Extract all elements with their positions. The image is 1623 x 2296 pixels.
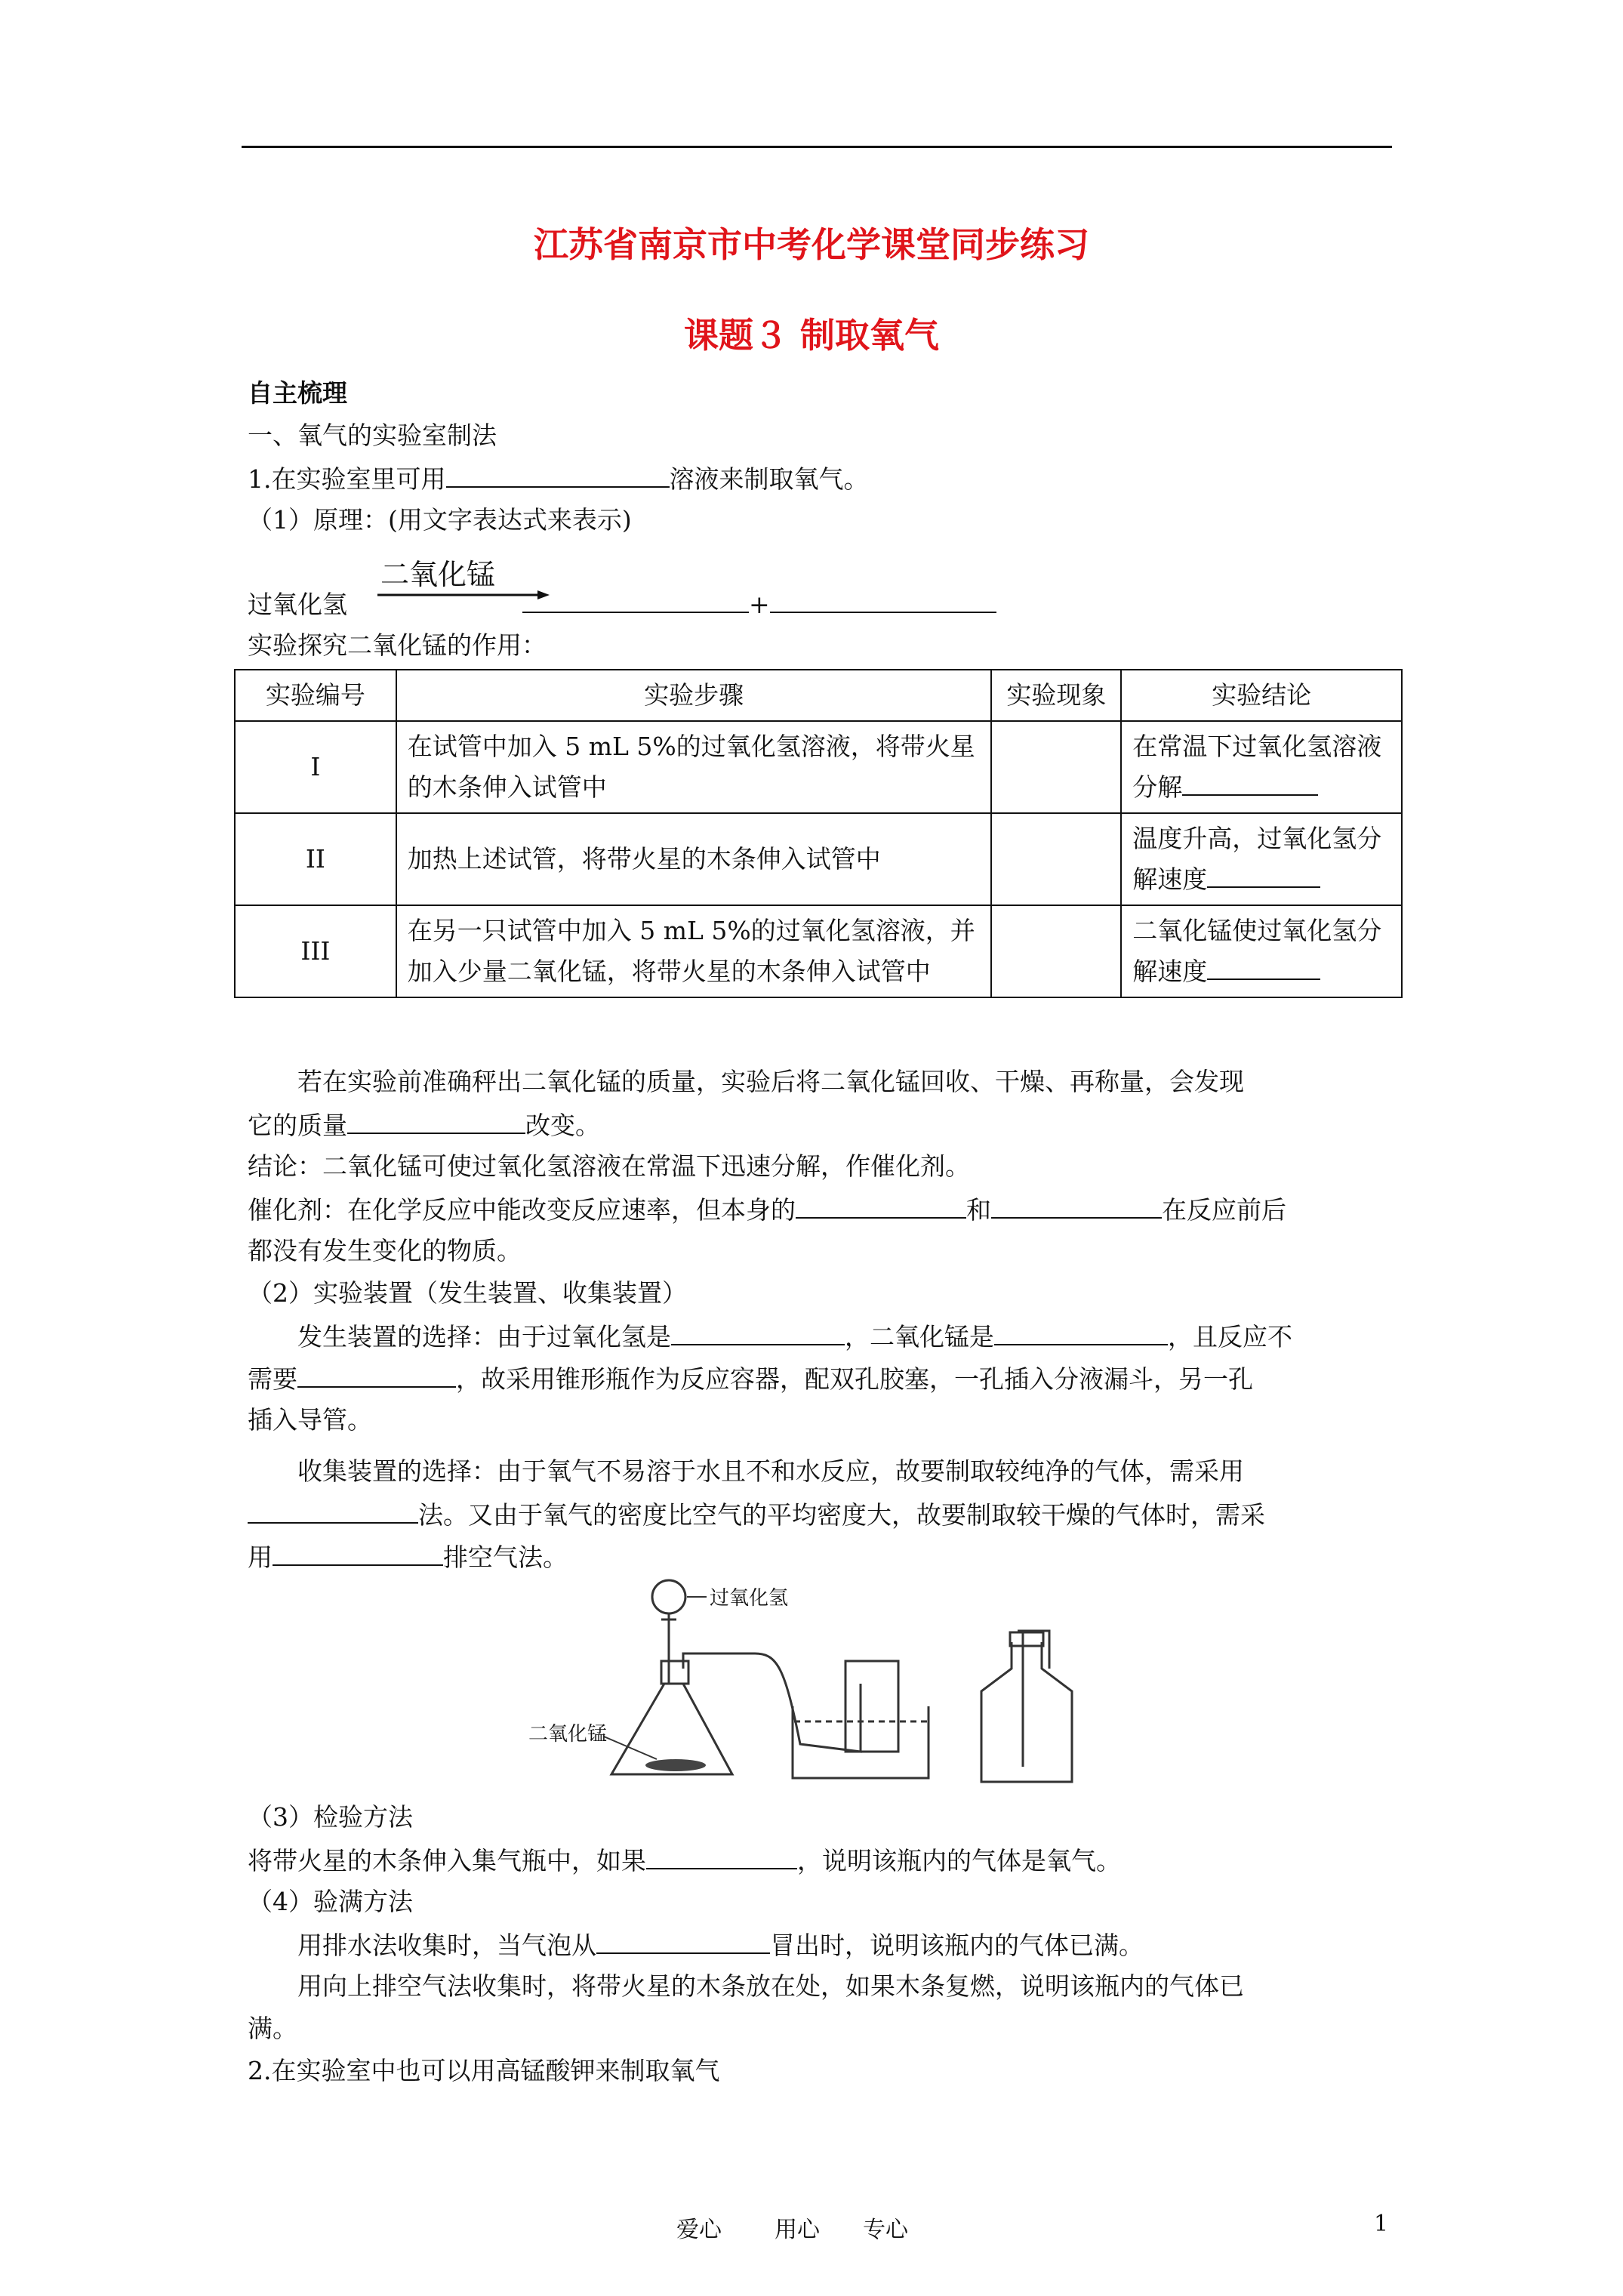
generator-paragraph-3: 插入导管。 xyxy=(248,1405,372,1435)
answer-blank[interactable] xyxy=(248,1498,418,1524)
document-title: 江苏省南京市中考化学课堂同步练习 xyxy=(534,224,1089,265)
test-heading: （3）检验方法 xyxy=(248,1802,413,1832)
row-id: II xyxy=(235,813,396,905)
full-check-2: 用向上排空气法收集时，将带火星的木条放在处，如果木条复燃，说明该瓶内的气体已 xyxy=(297,1971,1244,2001)
section-heading: 自主梳理 xyxy=(248,378,347,408)
full-check-1: 用排水法收集时，当气泡从 冒出时，说明该瓶内的气体已满。 xyxy=(248,1928,1144,1962)
answer-blank[interactable] xyxy=(796,1193,966,1219)
answer-blank[interactable] xyxy=(646,1844,797,1869)
table-row xyxy=(235,905,1402,997)
row-step: 加热上述试管，将带火星的木条伸入试管中 xyxy=(396,813,992,905)
header-cell: 实验现象 xyxy=(991,670,1121,721)
row-conclusion: 二氧化锰使过氧化氢分解速度 xyxy=(1121,905,1402,997)
answer-blank[interactable] xyxy=(994,1320,1168,1345)
row-conclusion: 温度升高，过氧化氢分解速度 xyxy=(1121,813,1402,905)
answer-blank[interactable] xyxy=(347,1108,525,1134)
page-number: 1 xyxy=(1374,2211,1389,2237)
answer-blank[interactable] xyxy=(273,1540,443,1566)
footer-motto-2: 用心 xyxy=(775,2217,820,2243)
row-phenomenon[interactable] xyxy=(991,813,1121,905)
header-cell: 实验结论 xyxy=(1121,670,1402,721)
answer-blank[interactable] xyxy=(446,462,670,488)
mass-paragraph-2: 它的质量 改变。 xyxy=(248,1108,600,1142)
answer-blank[interactable] xyxy=(596,1928,770,1954)
table-row xyxy=(235,721,1402,813)
apparatus-heading: （2）实验装置（发生装置、收集装置） xyxy=(248,1278,687,1308)
lesson-title: 课题３ 制取氧气 xyxy=(683,315,939,356)
collector-paragraph-2: 法。又由于氧气的密度比空气的平均密度大，故要制取较干燥的气体时，需采 xyxy=(248,1498,1265,1531)
answer-blank[interactable] xyxy=(991,1193,1162,1219)
header-cell: 实验编号 xyxy=(235,670,396,721)
conclusion-line: 结论：二氧化锰可使过氧化氢溶液在常温下迅速分解，作催化剂。 xyxy=(248,1151,970,1181)
apparatus-figure xyxy=(528,1570,1132,1797)
product-blank-2[interactable] xyxy=(770,587,996,613)
test-line: 将带火星的木条伸入集气瓶中，如果 ，说明该瓶内的气体是氧气。 xyxy=(248,1844,1121,1877)
header-cell: 实验步骤 xyxy=(396,670,992,721)
principle-line: （1）原理：(用文字表达式来表示) xyxy=(248,505,632,535)
row-step: 在试管中加入 5 mL 5%的过氧化氢溶液，将带火星的木条伸入试管中 xyxy=(396,721,992,813)
mass-paragraph-1: 若在实验前准确秤出二氧化锰的质量，实验后将二氧化锰回收、干燥、再称量，会发现 xyxy=(297,1067,1244,1096)
row-phenomenon[interactable] xyxy=(991,905,1121,997)
full-check-2-cont: 满。 xyxy=(248,2014,297,2043)
explore-line: 实验探究二氧化锰的作用： xyxy=(248,630,547,660)
full-heading: （4）验满方法 xyxy=(248,1887,413,1916)
row-id: I xyxy=(235,721,396,813)
catalyst-label: 二氧化锰 xyxy=(380,558,496,591)
generator-paragraph-2: 需要 ，故采用锥形瓶作为反应容器，配双孔胶塞，一孔插入分液漏斗，另一孔 xyxy=(248,1362,1253,1395)
catalyst-definition-cont: 都没有发生变化的物质。 xyxy=(248,1236,522,1265)
answer-blank[interactable] xyxy=(297,1362,456,1388)
reaction-equation: 过氧化氢 + xyxy=(248,587,996,621)
row-conclusion: 在常温下过氧化氢溶液分解 xyxy=(1121,721,1402,813)
subsection-1: 一、氧气的实验室制法 xyxy=(248,421,497,450)
figure-label-h2o2: 过氧化氢 xyxy=(710,1587,789,1610)
generator-paragraph-1: 发生装置的选择：由于过氧化氢是 ，二氧化锰是 ，且反应不 xyxy=(248,1320,1292,1353)
answer-blank[interactable] xyxy=(1207,862,1320,888)
question-1: 1.在实验室里可用 溶液来制取氧气。 xyxy=(248,462,869,495)
footer-motto-1: 爱心 xyxy=(676,2217,722,2243)
answer-blank[interactable] xyxy=(1182,770,1318,796)
experiment-table xyxy=(234,669,1403,998)
collector-paragraph-3: 用 排空气法。 xyxy=(248,1540,568,1573)
collector-paragraph-1: 收集装置的选择：由于氧气不易溶于水且不和水反应，故要制取较纯净的气体，需采用 xyxy=(297,1456,1244,1486)
figure-label-mno2: 二氧化锰 xyxy=(528,1723,608,1746)
footer-motto-3: 专心 xyxy=(863,2217,908,2243)
product-blank-1[interactable] xyxy=(522,587,749,613)
header-rule xyxy=(242,146,1392,148)
table-header-row xyxy=(235,670,1402,721)
row-phenomenon[interactable] xyxy=(991,721,1121,813)
question-2: 2.在实验室中也可以用高锰酸钾来制取氧气 xyxy=(248,2056,720,2085)
answer-blank[interactable] xyxy=(671,1320,845,1345)
row-step: 在另一只试管中加入 5 mL 5%的过氧化氢溶液，并加入少量二氧化锰，将带火星的木条伸入试管中 xyxy=(396,905,992,997)
catalyst-definition: 催化剂：在化学反应中能改变反应速率，但本身的 和 在反应前后 xyxy=(248,1193,1286,1226)
answer-blank[interactable] xyxy=(1207,954,1320,980)
table-row xyxy=(235,813,1402,905)
row-id: III xyxy=(235,905,396,997)
